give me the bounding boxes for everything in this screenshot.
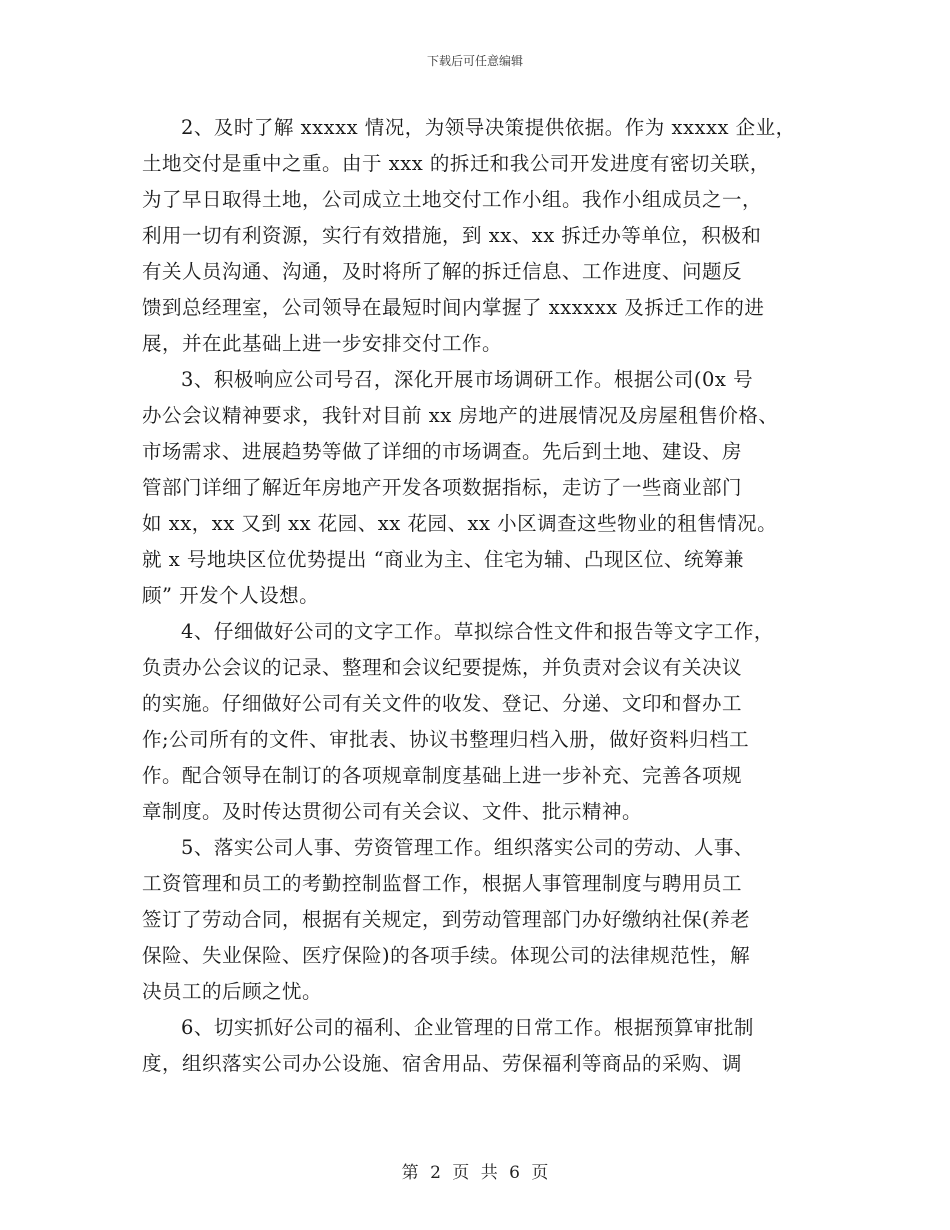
page-header: 下载后可任意编辑 <box>426 54 523 68</box>
text-line: 负责办公会议的记录、整理和会议纪要提炼，并负责对会议有关决议 <box>142 656 743 679</box>
text-line: 为了早日取得土地，公司成立土地交付工作小组。我作小组成员之一， <box>142 188 763 211</box>
text-line: 利用一切有利资源，实行有效措施，到 xx、xx 拆迁办等单位，积极和 <box>142 224 762 247</box>
text-line: 2、及时了解 xxxxx 情况，为领导决策提供依据。作为 xxxxx 企业， <box>181 116 796 139</box>
text-line: 馈到总经理室，公司领导在最短时间内掌握了 xxxxxx 及拆迁工作的进 <box>142 296 765 319</box>
page-number-footer: 第 2 页 共 6 页 <box>401 1163 549 1183</box>
text-line: 有关人员沟通、沟通，及时将所了解的拆迁信息、工作进度、问题反 <box>142 260 743 283</box>
text-line: 土地交付是重中之重。由于 xxx 的拆迁和我公司开发进度有密切关联， <box>142 152 770 175</box>
text-line: 6、切实抓好公司的福利、企业管理的日常工作。根据预算审批制 <box>181 1016 754 1039</box>
text-line: 作。配合领导在制订的各项规章制度基础上进一步补充、完善各项规 <box>142 764 743 787</box>
text-line: 作;公司所有的文件、审批表、协议书整理归档入册，做好资料归档工 <box>142 728 750 751</box>
text-line: 保险、失业保险、医疗保险)的各项手续。体现公司的法律规范性，解 <box>142 944 751 967</box>
text-line: 顾” 开发个人设想。 <box>142 584 320 607</box>
text-line: 章制度。及时传达贯彻公司有关会议、文件、批示精神。 <box>142 800 643 823</box>
text-line: 市场需求、进展趋势等做了详细的市场调查。先后到土地、建设、房 <box>142 440 743 463</box>
text-line: 就 x 号地块区位优势提出 “商业为主、住宅为辅、凸现区位、统筹兼 <box>142 548 745 571</box>
text-line: 决员工的后顾之忧。 <box>142 980 323 1003</box>
text-line: 度，组织落实公司办公设施、宿舍用品、劳保福利等商品的采购、调 <box>142 1052 743 1075</box>
text-line: 的实施。仔细做好公司有关文件的收发、登记、分递、文印和督办工 <box>142 692 743 715</box>
text-line: 办公会议精神要求，我针对目前 xx 房地产的进展情况及房屋租售价格、 <box>142 404 779 427</box>
text-line: 3、积极响应公司号召，深化开展市场调研工作。根据公司(0x 号 <box>181 368 754 391</box>
text-line: 管部门详细了解近年房地产开发各项数据指标，走访了一些商业部门 <box>142 476 743 499</box>
text-line: 5、落实公司人事、劳资管理工作。组织落实公司的劳动、人事、 <box>181 836 754 859</box>
text-line: 签订了劳动合同，根据有关规定，到劳动管理部门办好缴纳社保(养老 <box>142 908 751 931</box>
text-line: 展，并在此基础上进一步安排交付工作。 <box>142 332 503 355</box>
text-line: 工资管理和员工的考勤控制监督工作，根据人事管理制度与聘用员工 <box>142 872 743 895</box>
text-line: 如 xx，xx 又到 xx 花园、xx 花园、xx 小区调查这些物业的租售情况。 <box>142 512 778 535</box>
document-body <box>142 110 822 1082</box>
text-line: 4、仔细做好公司的文字工作。草拟综合性文件和报告等文字工作， <box>181 620 774 643</box>
